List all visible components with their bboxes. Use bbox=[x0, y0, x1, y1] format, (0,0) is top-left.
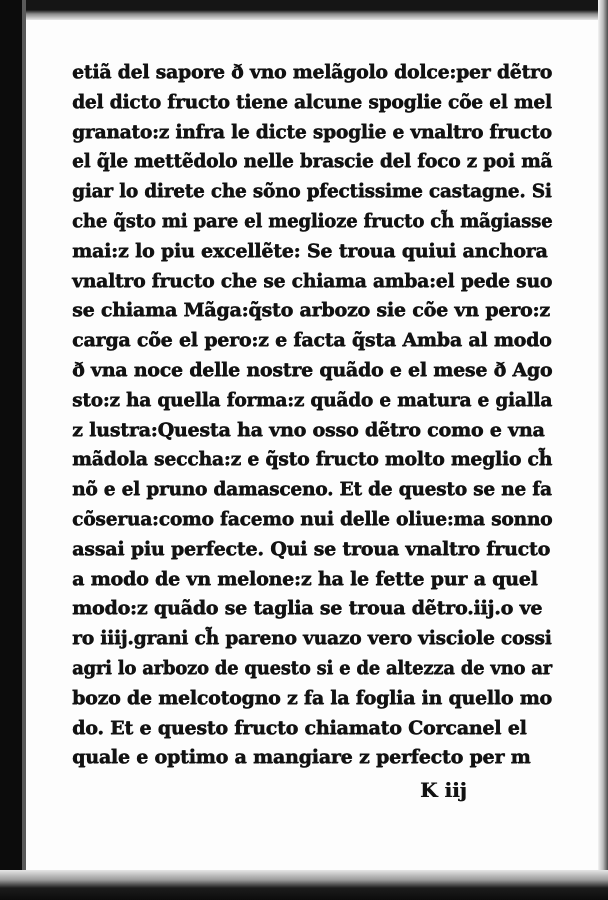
text-line: carga cõe el pero:z e facta q̃sta Amba al modo bbox=[72, 329, 552, 352]
text-line: quale e optimo a mangiare z perfecto per m bbox=[72, 746, 531, 769]
text-line: vnaltro fructo che se chiama amba:el pede suo bbox=[72, 269, 553, 292]
text-line: etiã del sapore ð vno melãgolo dolce:per dẽtro bbox=[72, 61, 553, 83]
text-line: giar lo direte che sõno pfectissime castagne. Si bbox=[72, 180, 552, 203]
body-text bbox=[72, 58, 552, 773]
text-line: ð vna noce delle nostre quãdo e el mese ð Ago bbox=[72, 358, 553, 381]
text-line: a modo de vn melone:z ha le fette pur a quel bbox=[72, 567, 538, 590]
text-line: mãdola seccha:z e q̃sto fructo molto meglio ch̃ bbox=[72, 448, 553, 471]
text-line: granato:z infra le dicte spoglie e vnaltro fructo bbox=[72, 120, 552, 143]
text-line: bozo de melcotogno z fa la foglia in quello mo bbox=[72, 686, 552, 709]
text-line: el q̃le mettẽdolo nelle brascie del foco z poi mã bbox=[72, 150, 553, 173]
text-line: se chiama Mãga:q̃sto arbozo sie cõe vn pero:z bbox=[72, 299, 550, 322]
text-line: assai piu perfecte. Qui se troua vnaltro fructo bbox=[72, 537, 550, 560]
scan-border-right bbox=[598, 0, 608, 900]
text-line: del dicto fructo tiene alcune spoglie cõe el mel bbox=[72, 90, 552, 113]
text-line: modo:z quãdo se taglia se troua dẽtro.iij.o ve bbox=[72, 597, 543, 620]
text-line: agri lo arbozo de questo si e de altezza de vno ar bbox=[72, 656, 552, 679]
signature-mark: K iij bbox=[420, 778, 467, 802]
text-line: ro iiij.grani ch̃ pareno vuazo vero visciole cossi bbox=[72, 627, 552, 650]
text-line: cõserua:como facemo nui delle oliue:ma sonno bbox=[72, 507, 553, 530]
scan-border-bottom bbox=[0, 870, 608, 900]
scan-border-top bbox=[0, 0, 608, 20]
text-line: do. Et e questo fructo chiamato Corcanel el bbox=[72, 716, 527, 739]
scan-border-left bbox=[0, 0, 22, 900]
text-line: sto:z ha quella forma:z quãdo e matura e gialla bbox=[72, 388, 553, 411]
text-line: mai:z lo piu excellẽte: Se troua quiui anchora bbox=[72, 239, 548, 262]
text-line: nõ e el pruno damasceno. Et de questo se ne fa bbox=[72, 478, 552, 501]
text-line: che q̃sto mi pare el meglioze fructo ch̃ mãgiasse bbox=[72, 209, 553, 232]
page-spine-shadow bbox=[22, 0, 26, 900]
text-line: z lustra:Questa ha vno osso dẽtro como e vna bbox=[72, 418, 545, 441]
